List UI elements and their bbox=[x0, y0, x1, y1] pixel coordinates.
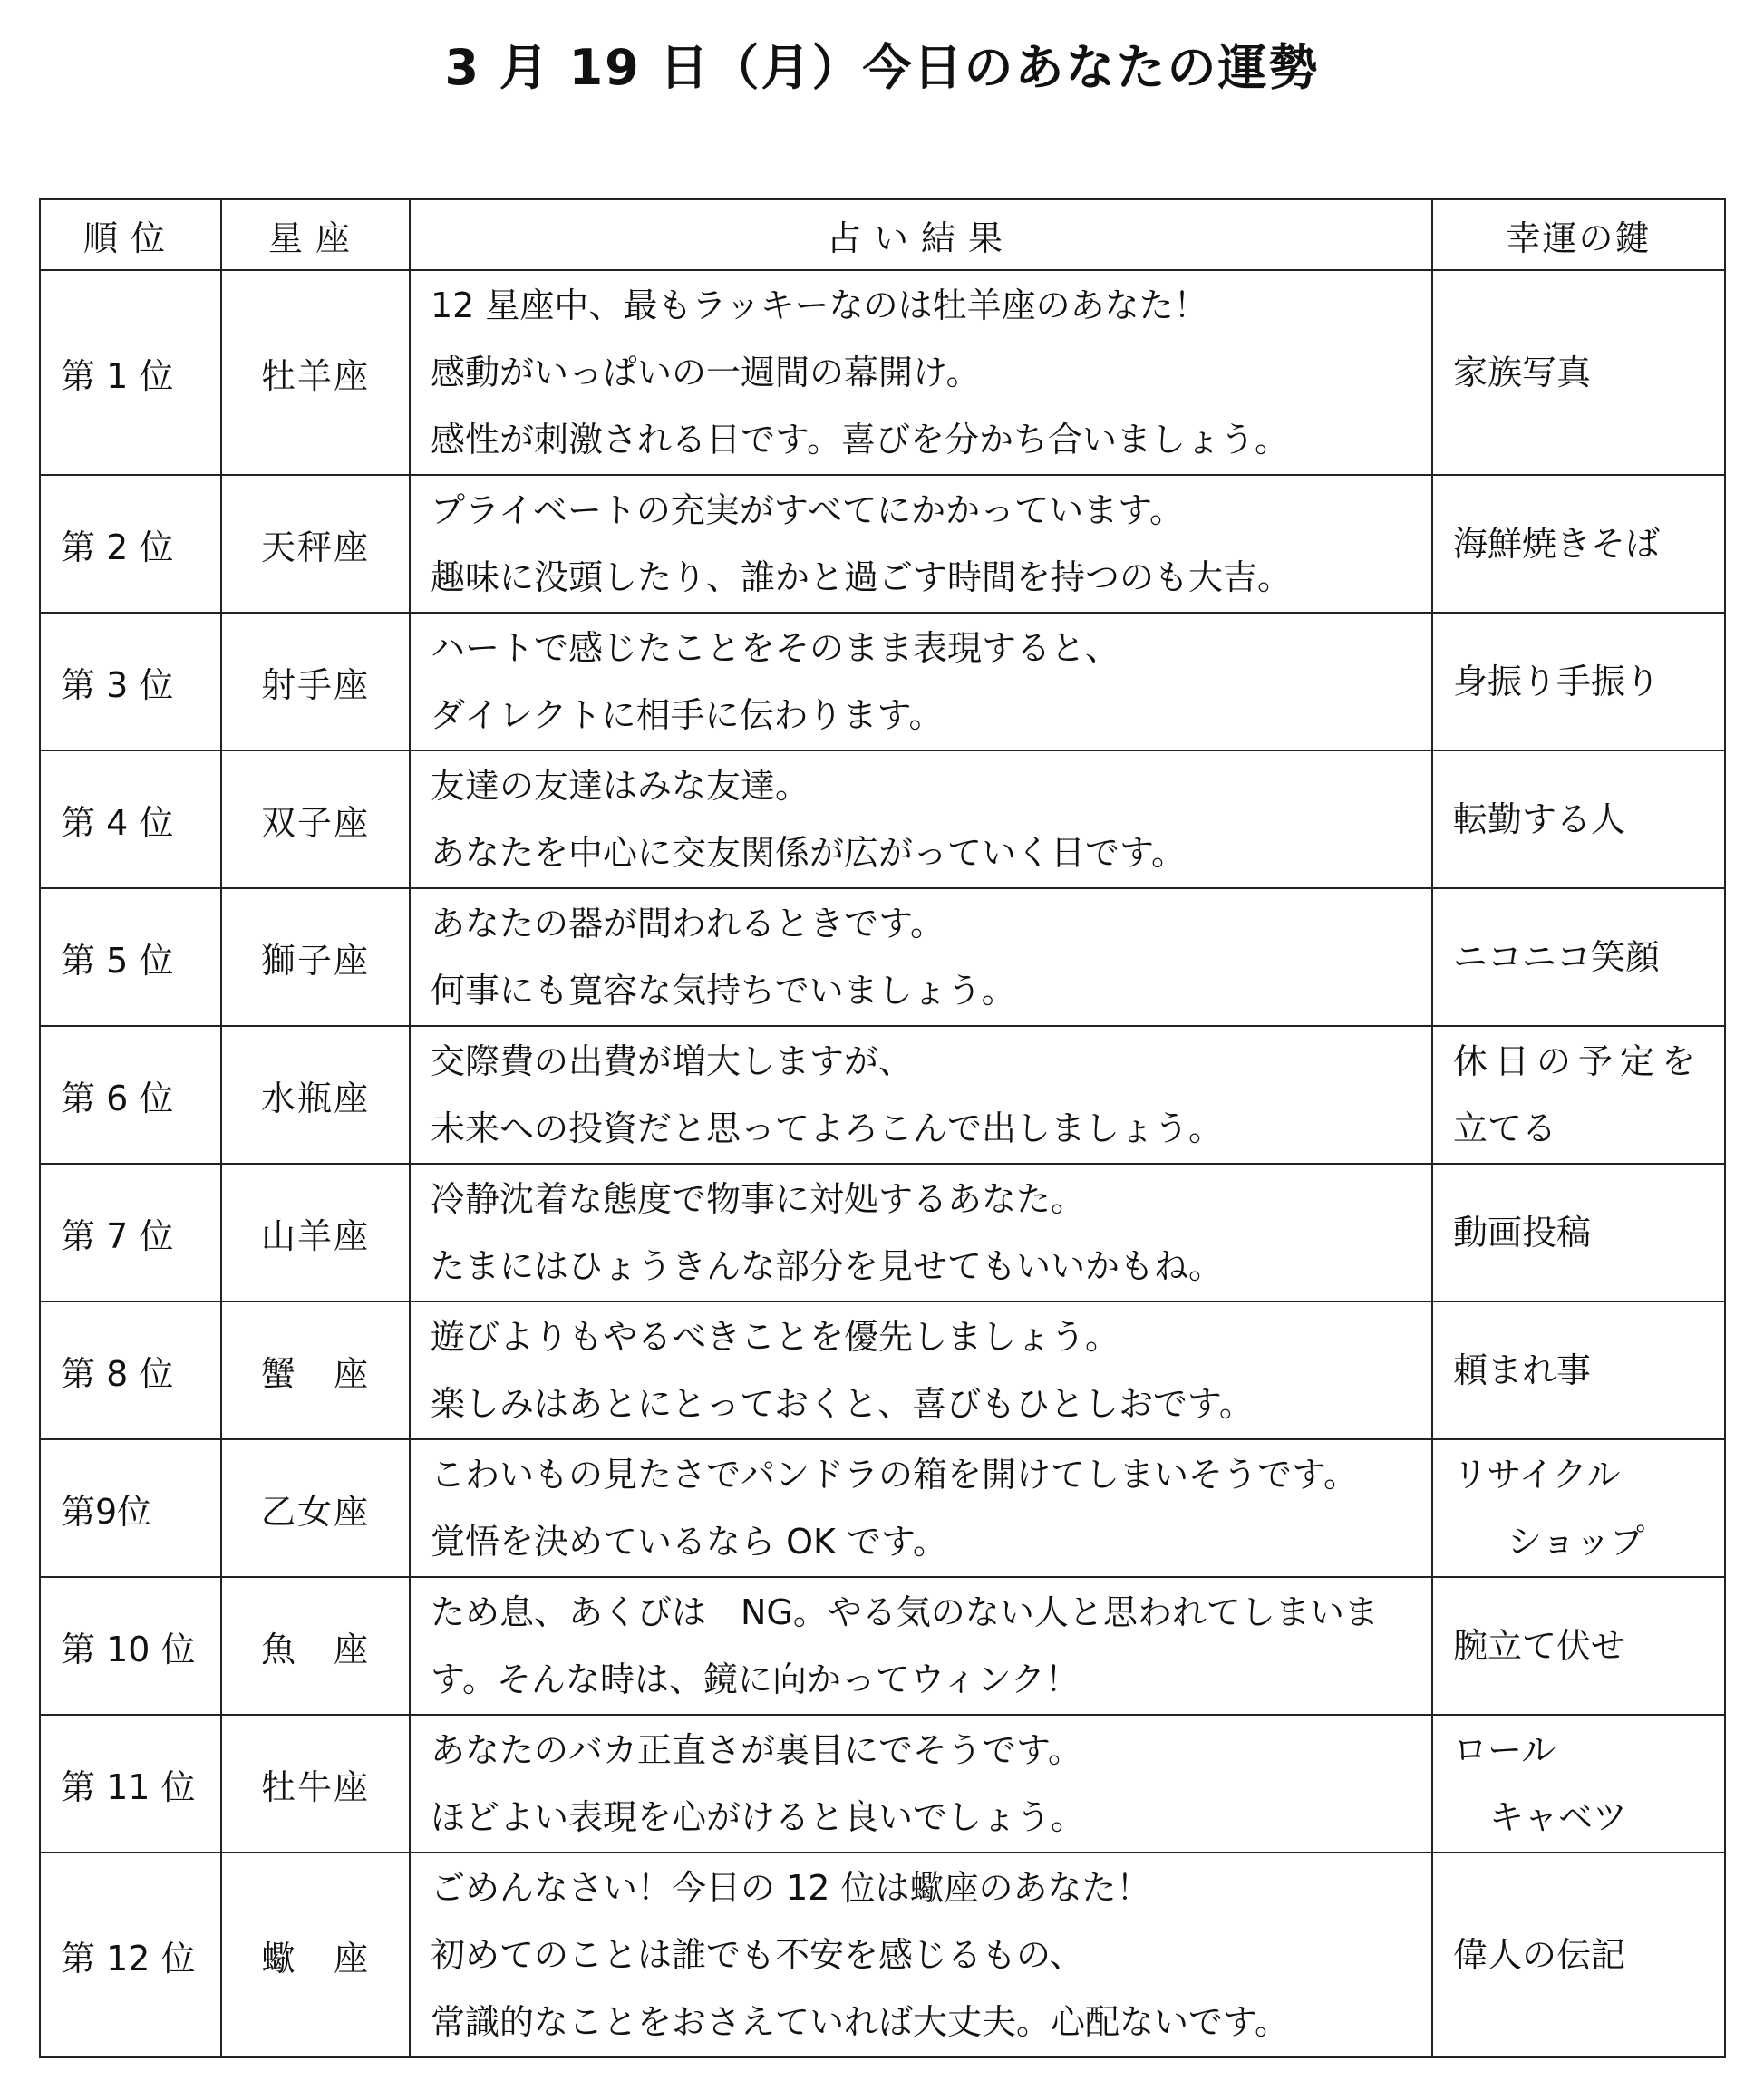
lucky-key-line: 腕立て伏せ bbox=[1453, 1626, 1626, 1666]
rank-cell: 第 4 位 bbox=[40, 750, 221, 888]
lucky-key-line: 偉人の伝記 bbox=[1453, 1935, 1626, 1975]
lucky-key-cell bbox=[1432, 1715, 1725, 1853]
lucky-key-cell bbox=[1432, 1439, 1725, 1577]
sign-cell: 牡羊座 bbox=[221, 270, 410, 475]
lucky-key-line: 動画投稿 bbox=[1453, 1213, 1592, 1253]
lucky-key-cell bbox=[1432, 475, 1725, 613]
result-line: あなたの器が問われるときです。 bbox=[431, 904, 945, 943]
lucky-key-line: キャベツ bbox=[1489, 1797, 1628, 1837]
lucky-key-cell bbox=[1432, 613, 1725, 750]
rank-cell: 第 8 位 bbox=[40, 1301, 221, 1439]
result-line: あなたのバカ正直さが裏目にでそうです。 bbox=[431, 1730, 1082, 1770]
header-sign: 星座 bbox=[221, 199, 410, 270]
sign-cell: 蠍 座 bbox=[221, 1853, 410, 2057]
lucky-key-line: ロール bbox=[1453, 1730, 1556, 1770]
result-line: 交際費の出費が増大しますが、 bbox=[431, 1041, 914, 1081]
table-row bbox=[40, 1301, 1725, 1439]
result-cell bbox=[410, 475, 1432, 613]
result-line: 常識的なことをおさえていれば大丈夫。心配ないです。 bbox=[431, 2002, 1289, 2042]
lucky-key-line: 頼まれ事 bbox=[1453, 1350, 1592, 1390]
result-line: ごめんなさい！今日の 12 位は蠍座のあなた！ bbox=[431, 1868, 1151, 1908]
rank-cell: 第 11 位 bbox=[40, 1715, 221, 1853]
result-cell bbox=[410, 1026, 1432, 1164]
rank-cell: 第 7 位 bbox=[40, 1164, 221, 1301]
result-cell bbox=[410, 1853, 1432, 2057]
table-row bbox=[40, 888, 1725, 1026]
result-line: ほどよい表現を心がけると良いでしょう。 bbox=[431, 1797, 1086, 1837]
result-line: ダイレクトに相手に伝わります。 bbox=[431, 695, 944, 735]
result-line: 趣味に没頭したり、誰かと過ごす時間を持つのも大吉。 bbox=[431, 557, 1293, 597]
rank-cell: 第 10 位 bbox=[40, 1577, 221, 1715]
result-line: プライベートの充実がすべてにかかっています。 bbox=[431, 490, 1185, 530]
table-row bbox=[40, 750, 1725, 888]
table-row bbox=[40, 1577, 1725, 1715]
rank-cell: 第 2 位 bbox=[40, 475, 221, 613]
lucky-key-line: 立てる bbox=[1453, 1108, 1557, 1148]
lucky-key-cell bbox=[1432, 750, 1725, 888]
rank-cell: 第 12 位 bbox=[40, 1853, 221, 2057]
result-line: あなたを中心に交友関係が広がっていく日です。 bbox=[431, 833, 1186, 873]
lucky-key-line: ニコニコ笑顔 bbox=[1453, 937, 1661, 977]
lucky-key-cell bbox=[1432, 888, 1725, 1026]
result-line: 感動がいっぱいの一週間の幕開け。 bbox=[431, 353, 981, 392]
lucky-key-cell bbox=[1432, 1577, 1725, 1715]
lucky-key-cell bbox=[1432, 270, 1725, 475]
result-cell bbox=[410, 613, 1432, 750]
result-line: 覚悟を決めているなら OK です。 bbox=[431, 1522, 947, 1562]
sign-cell: 乙女座 bbox=[221, 1439, 410, 1577]
result-cell bbox=[410, 1715, 1432, 1853]
result-line: 冷静沈着な態度で物事に対処するあなた。 bbox=[431, 1179, 1086, 1219]
sign-cell: 山羊座 bbox=[221, 1164, 410, 1301]
lucky-key-line: 家族写真 bbox=[1453, 353, 1592, 392]
lucky-key-line: 海鮮焼きそば bbox=[1453, 524, 1661, 564]
result-line: す。そんな時は、鏡に向かってウィンク！ bbox=[431, 1659, 1080, 1699]
header-result: 占い結果 bbox=[410, 199, 1432, 270]
table-row bbox=[40, 475, 1725, 613]
rank-cell: 第 6 位 bbox=[40, 1026, 221, 1164]
result-line: ハートで感じたことをそのまま表現すると、 bbox=[431, 628, 1120, 668]
sign-cell: 獅子座 bbox=[221, 888, 410, 1026]
result-line: 感性が刺激される日です。喜びを分かち合いましょう。 bbox=[431, 420, 1289, 460]
result-line: 未来への投資だと思ってよろこんで出しましょう。 bbox=[431, 1108, 1224, 1148]
sign-cell: 水瓶座 bbox=[221, 1026, 410, 1164]
sign-cell: 魚 座 bbox=[221, 1577, 410, 1715]
rank-cell: 第 5 位 bbox=[40, 888, 221, 1026]
lucky-key-line: リサイクル bbox=[1453, 1455, 1621, 1495]
result-cell bbox=[410, 1577, 1432, 1715]
rank-cell: 第 3 位 bbox=[40, 613, 221, 750]
lucky-key-cell bbox=[1432, 1853, 1725, 2057]
header-lucky-key: 幸運の鍵 bbox=[1432, 199, 1725, 270]
result-line: 12 星座中、最もラッキーなのは牡羊座のあなた！ bbox=[431, 285, 1208, 325]
fortune-table bbox=[39, 198, 1726, 2058]
sign-cell: 天秤座 bbox=[221, 475, 410, 613]
result-cell bbox=[410, 888, 1432, 1026]
table-row bbox=[40, 270, 1725, 475]
lucky-key-line: 身振り手振り bbox=[1453, 662, 1661, 702]
sign-cell: 牡牛座 bbox=[221, 1715, 410, 1853]
table-row bbox=[40, 1439, 1725, 1577]
table-row bbox=[40, 1853, 1725, 2057]
page-title: 3 月 19 日（月）今日のあなたの運勢 bbox=[444, 39, 1320, 96]
sign-cell: 双子座 bbox=[221, 750, 410, 888]
rank-cell: 第9位 bbox=[40, 1439, 221, 1577]
result-cell bbox=[410, 750, 1432, 888]
result-line: たまにはひょうきんな部分を見せてもいいかもね。 bbox=[431, 1246, 1224, 1286]
result-cell bbox=[410, 1301, 1432, 1439]
table-row bbox=[40, 613, 1725, 750]
lucky-key-line: 転勤する人 bbox=[1453, 799, 1626, 839]
result-line: 友達の友達はみな友達。 bbox=[431, 766, 810, 806]
lucky-key-line: 休日の予定を bbox=[1453, 1041, 1704, 1081]
sign-cell: 射手座 bbox=[221, 613, 410, 750]
table-header-row bbox=[40, 199, 1725, 270]
result-line: ため息、あくびは NG。やる気のない人と思われてしまいま bbox=[431, 1592, 1379, 1632]
result-line: 何事にも寛容な気持ちでいましょう。 bbox=[431, 971, 1016, 1011]
table-row bbox=[40, 1164, 1725, 1301]
result-line: 初めてのことは誰でも不安を感じるもの、 bbox=[431, 1935, 1084, 1975]
lucky-key-cell bbox=[1432, 1026, 1725, 1164]
header-rank: 順位 bbox=[40, 199, 221, 270]
table-row bbox=[40, 1026, 1725, 1164]
result-cell bbox=[410, 1439, 1432, 1577]
result-line: 楽しみはあとにとっておくと、喜びもひとしおです。 bbox=[431, 1384, 1254, 1424]
lucky-key-line: ショップ bbox=[1507, 1522, 1645, 1562]
result-cell bbox=[410, 270, 1432, 475]
lucky-key-cell bbox=[1432, 1164, 1725, 1301]
lucky-key-cell bbox=[1432, 1301, 1725, 1439]
result-line: こわいもの見たさでパンドラの箱を開けてしまいそうです。 bbox=[431, 1455, 1358, 1495]
sign-cell: 蟹 座 bbox=[221, 1301, 410, 1439]
rank-cell: 第 1 位 bbox=[40, 270, 221, 475]
table-row bbox=[40, 1715, 1725, 1853]
result-line: 遊びよりもやるべきことを優先しましょう。 bbox=[431, 1317, 1120, 1357]
result-cell bbox=[410, 1164, 1432, 1301]
